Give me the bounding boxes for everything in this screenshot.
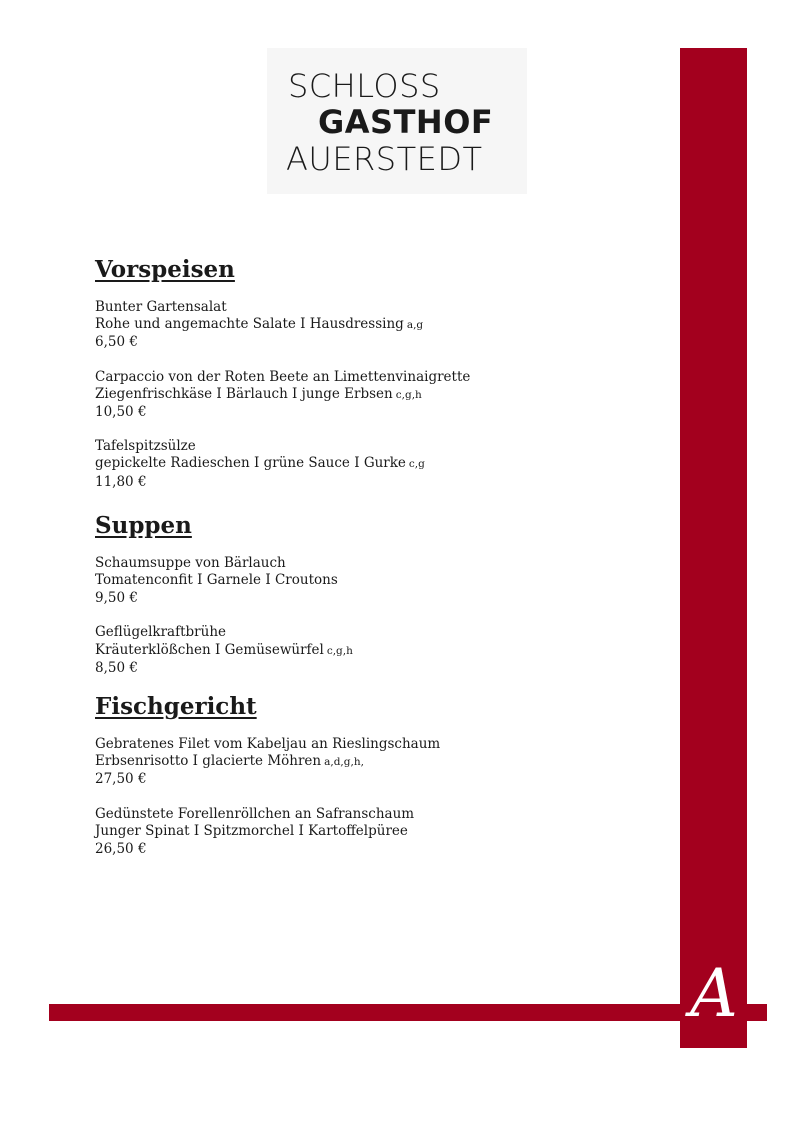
dish-description-line (95, 386, 655, 404)
logo-line-3: AUERSTEDT (286, 140, 483, 178)
section-vorspeisen (95, 255, 655, 491)
dish-price: 8,50 € (95, 659, 138, 676)
section-title: Vorspeisen (95, 256, 235, 283)
dish-description: Junger Spinat I Spitzmorchel I Kartoffelpüree (95, 822, 408, 839)
dish-allergens: a,g (406, 319, 424, 332)
dish-price: 26,50 € (95, 841, 147, 858)
dish-name: Gedünstete Forellenröllchen an Safranschaum (95, 805, 415, 822)
logo-line-1: SCHLOSS (288, 67, 441, 105)
dish-name: Tafelspitzsülze (95, 438, 196, 455)
dish-name: Schaumsuppe von Bärlauch (95, 554, 286, 571)
section-suppen (95, 511, 655, 677)
menu-item (95, 736, 655, 789)
dish-name: Bunter Gartensalat (95, 299, 227, 315)
section-title: Suppen (95, 511, 192, 539)
dish-description: Rohe und angemachte Salate I Hausdressing (95, 316, 404, 333)
menu-item (95, 555, 655, 608)
dish-description: Kräuterklößchen I Gemüsewürfel (95, 641, 324, 658)
dish-description-line (95, 316, 655, 334)
dish-price: 27,50 € (95, 771, 147, 788)
menu-item (95, 299, 655, 352)
menu-item (95, 369, 655, 422)
dish-allergens: c,g,h (326, 644, 353, 657)
dish-description: Ziegenfrischkäse I Bärlauch I junge Erbsen (95, 385, 393, 402)
dish-description-line (95, 823, 655, 841)
dish-allergens: c,g,h (395, 388, 422, 401)
dish-description-line (95, 572, 655, 590)
dish-description-line (95, 753, 655, 771)
section-fischgericht (95, 692, 655, 858)
menu (95, 255, 655, 875)
dish-description-line (95, 455, 655, 473)
dish-description: gepickelte Radieschen I grüne Sauce I Gurke (95, 455, 406, 472)
dish-price: 10,50 € (95, 404, 147, 421)
section-title: Fischgericht (95, 693, 257, 721)
dish-description: Tomatenconfit I Garnele I Croutons (95, 572, 338, 589)
dish-name: Geflügelkraftbrühe (95, 624, 226, 641)
menu-item (95, 438, 655, 491)
dish-price: 9,50 € (95, 590, 138, 607)
schloss-gasthof-auerstedt-logo (267, 48, 527, 194)
decorative-red-vertical-bar (680, 48, 747, 1048)
dish-allergens: c,g (408, 458, 425, 471)
dish-price: 6,50 € (95, 334, 138, 351)
dish-description-line (95, 642, 655, 660)
logo-line-2: GASTHOF (318, 103, 494, 141)
dish-name: Gebratenes Filet vom Kabeljau an Rieslingschaum (95, 736, 441, 753)
dish-description: Erbsenrisotto I glacierte Möhren (95, 753, 322, 770)
dish-name: Carpaccio von der Roten Beete an Limettenvinaigrette (95, 368, 471, 385)
menu-item (95, 806, 655, 859)
menu-item (95, 624, 655, 677)
monogram-a-logo: A (690, 955, 738, 1032)
dish-allergens: a,d,g,h, (324, 756, 364, 769)
dish-price: 11,80 € (95, 473, 147, 490)
decorative-red-horizontal-bar (49, 1004, 767, 1021)
